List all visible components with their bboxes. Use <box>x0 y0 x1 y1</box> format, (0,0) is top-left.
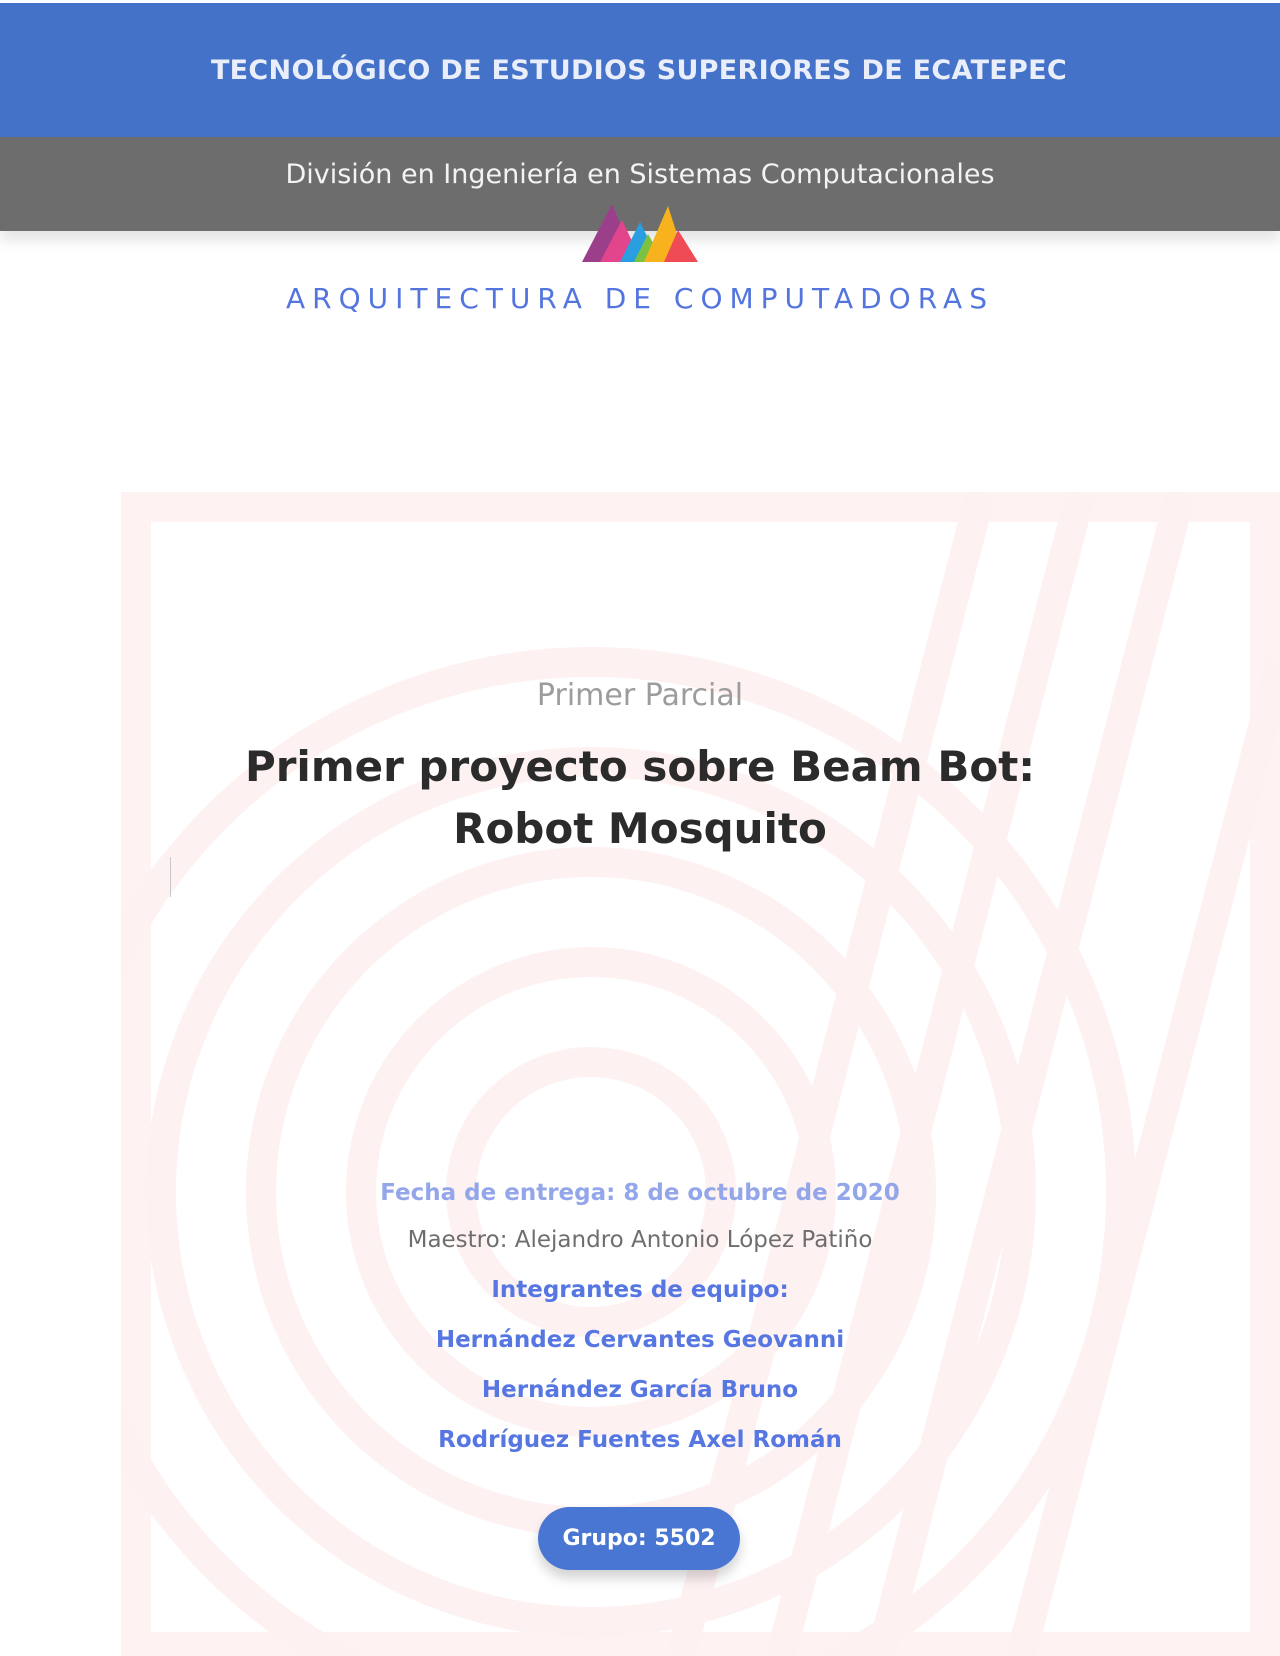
tese-mountains-logo-icon <box>582 200 698 262</box>
group-label: Grupo: 5502 <box>562 1526 716 1551</box>
team-member: Rodríguez Fuentes Axel Román <box>438 1427 842 1453</box>
team-member: Hernández García Bruno <box>481 1377 799 1403</box>
division-name: División en Ingeniería en Sistemas Computacionales <box>285 159 995 190</box>
period-label: Primer Parcial <box>536 678 744 713</box>
teacher-name: Maestro: Alejandro Antonio López Patiño <box>407 1227 873 1253</box>
document-title: Primer proyecto sobre Beam Bot: Robot Mosquito <box>244 742 1036 853</box>
institution-header <box>0 3 1280 137</box>
team-label: Integrantes de equipo: <box>491 1277 789 1303</box>
team-member: Hernández Cervantes Geovanni <box>435 1327 845 1353</box>
course-subject: ARQUITECTURA DE COMPUTADORAS <box>286 282 994 315</box>
text-cursor <box>170 857 171 897</box>
tese-watermark-icon <box>121 492 1280 1656</box>
group-badge <box>538 1507 740 1570</box>
due-date: Fecha de entrega: 8 de octubre de 2020 <box>380 1180 900 1206</box>
institution-name: TECNOLÓGICO DE ESTUDIOS SUPERIORES DE ECATEPEC <box>210 54 1068 86</box>
